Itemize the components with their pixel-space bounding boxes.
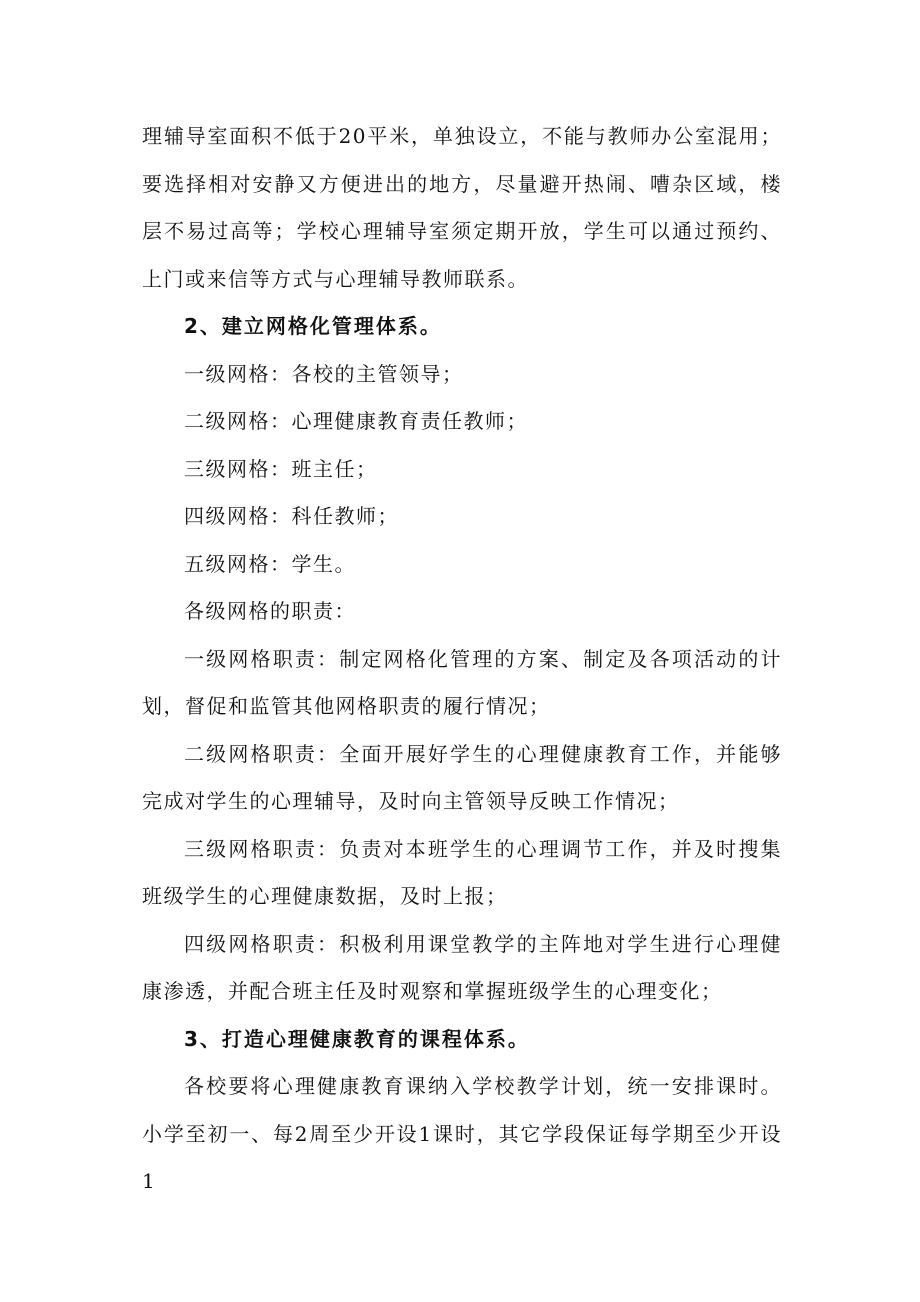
grid-level-2-duty: 二级网格职责：全面开展好学生的心理健康教育工作，并能够完成对学生的心理辅导，及时向主管领导反映工作情况； xyxy=(142,741,782,813)
grid-level-5: 五级网格：学生。 xyxy=(184,551,356,576)
grid-level-4: 四级网格：科任教师； xyxy=(184,504,399,528)
grid-level-3-duty: 三级网格职责：负责对本班学生的心理调节工作，并及时搜集班级学生的心理健康数据，及时上报； xyxy=(142,836,782,908)
grid-level-4-duty: 四级网格职责：积极利用课堂教学的主阵地对学生进行心理健康渗透，并配合班主任及时观察和掌握班级学生的心理变化； xyxy=(142,931,782,1003)
paragraph-continuation: 理辅导室面积不低于20平米，单独设立，不能与教师办公室混用；要选择相对安静又方便进出的地方，尽量避开热闹、嘈杂区域，楼层不易过高等；学校心理辅导室须定期开放，学生可以通过预约、上门或来信等方式与心理辅导教师联系。 xyxy=(142,124,782,291)
grid-duties-intro: 各级网格的职责： xyxy=(184,599,356,623)
section-heading-grid-management: 2、建立网格化管理体系。 xyxy=(184,314,442,338)
grid-level-1: 一级网格：各校的主管领导； xyxy=(184,361,464,386)
section-heading-curriculum: 3、打造心理健康教育的课程体系。 xyxy=(184,1026,530,1051)
curriculum-paragraph: 各校要将心理健康教育课纳入学校教学计划，统一安排课时。小学至初一、每2周至少开设1课时，其它学段保证每学期至少开设1 xyxy=(142,1074,782,1193)
grid-level-3: 三级网格：班主任； xyxy=(184,456,378,481)
document-body xyxy=(142,113,782,1206)
grid-level-1-duty: 一级网格职责：制定网格化管理的方案、制定及各项活动的计划，督促和监管其他网格职责的履行情况； xyxy=(142,646,782,718)
grid-level-2: 二级网格：心理健康教育责任教师； xyxy=(184,409,528,433)
